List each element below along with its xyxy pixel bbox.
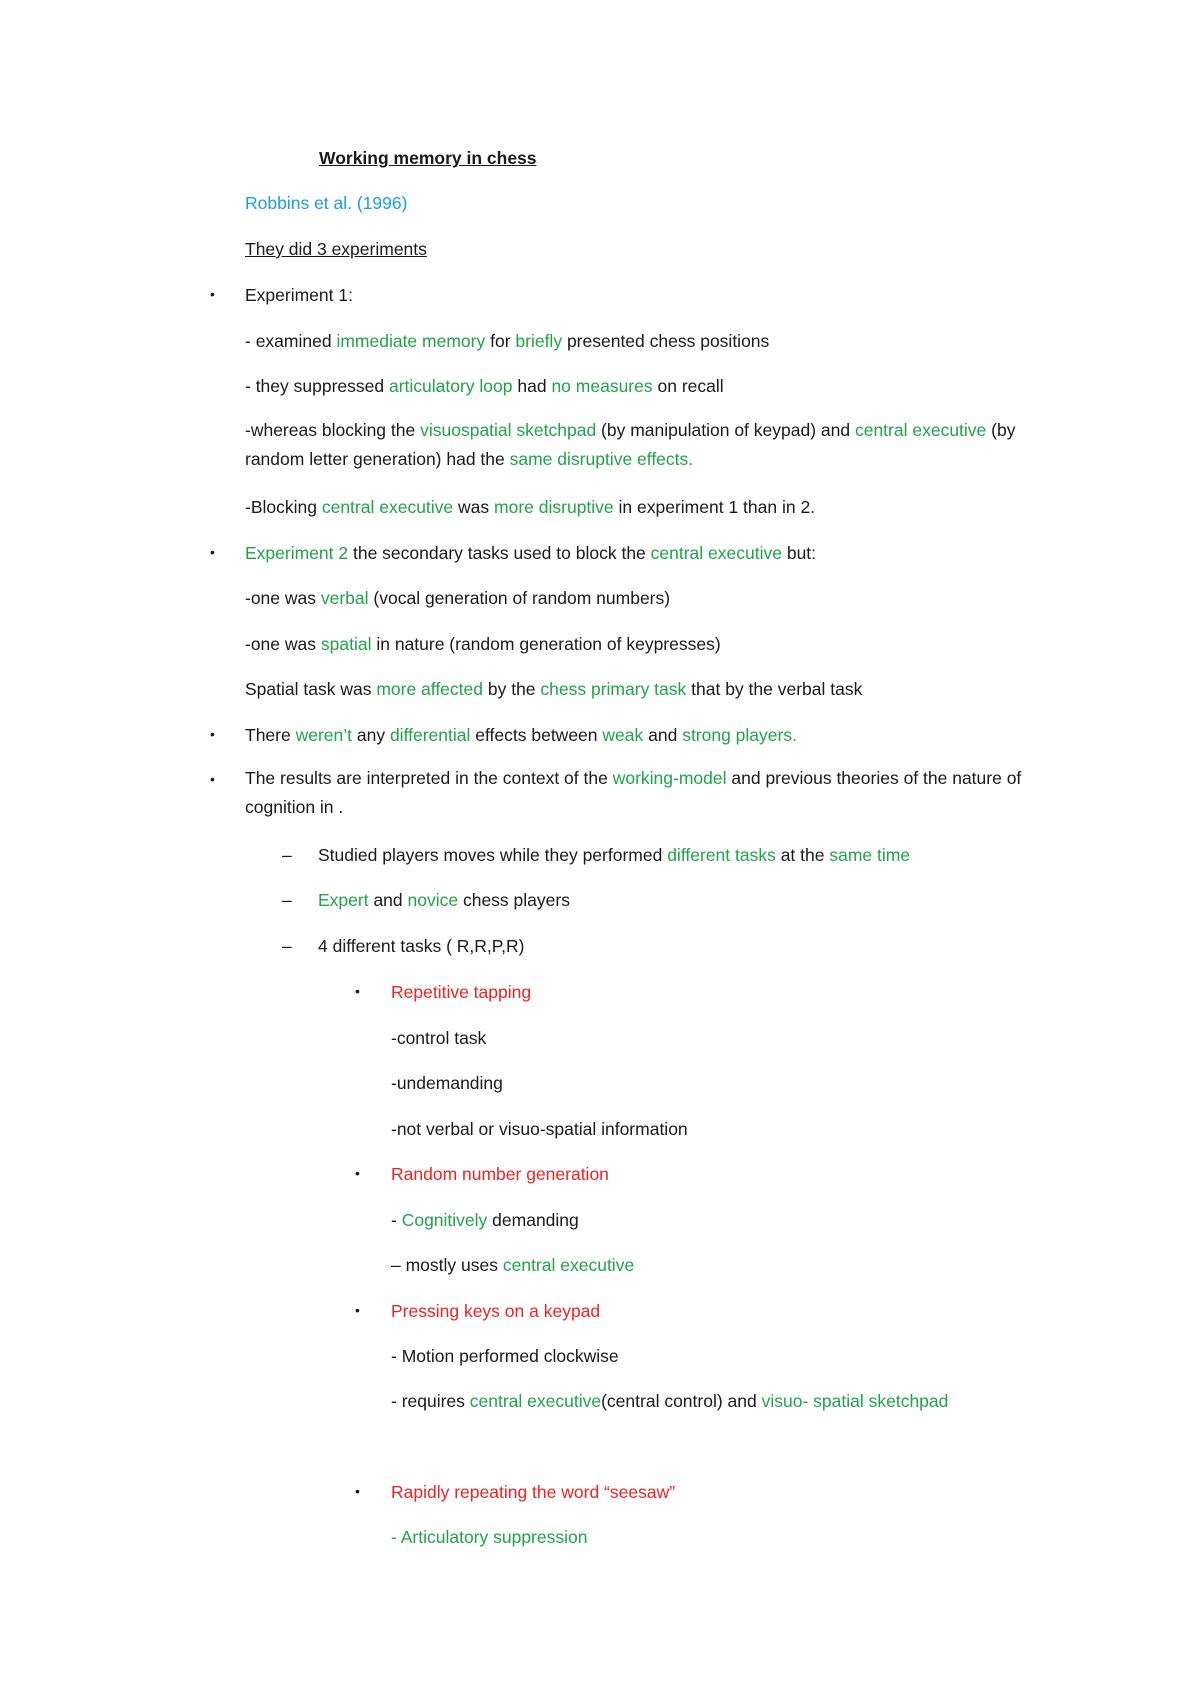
highlight-term: visuo- spatial sketchpad [761,1391,949,1411]
task-pressing-keys: Pressing keys on a keypad [391,1301,601,1321]
highlight-term: central executive [469,1391,602,1411]
text-segment: -Blocking [245,497,322,517]
text-segment: - requires [391,1391,470,1411]
highlight-term: Expert [318,890,369,910]
bullet-marker: • [355,1302,360,1318]
highlight-term: Cognitively [401,1210,488,1230]
dash-marker: – [282,845,292,865]
bullet-marker: • [355,983,360,999]
expert-novice-line [318,888,570,912]
highlight-term: weak [602,725,644,745]
text-segment: by the [483,679,541,699]
task-repetitive-tapping: Repetitive tapping [391,982,532,1002]
highlight-term: central executive [502,1255,635,1275]
highlight-term: novice [407,890,459,910]
text-segment: (by random letter generation) had the [245,420,1016,469]
exp2-line-2 [245,632,721,656]
highlight-term: immediate memory [336,331,486,351]
highlight-term: working-model [612,768,727,788]
highlight-term: same time [829,845,911,865]
bullet-marker: • [355,1165,360,1181]
highlight-term: chess primary task [540,679,687,699]
highlight-term: more affected [376,679,483,699]
text-segment: in experiment 1 than in 2. [613,497,816,517]
exp1-line-4 [245,495,815,519]
text-segment: at the [775,845,830,865]
text-segment: on recall [652,376,724,396]
experiment-1-heading [245,283,353,307]
text-segment: and [643,725,683,745]
text-segment: -one was [245,588,321,608]
task-detail: -control task [391,1028,487,1048]
text-segment: - [391,1210,402,1230]
exp2-line-1 [245,586,670,610]
experiment-2-heading [245,541,816,565]
four-tasks-line [318,934,525,958]
results-line [245,764,1025,822]
text-segment: -whereas blocking the [245,420,421,440]
bullet-marker: • [210,544,215,560]
text-segment: - examined [245,331,337,351]
citation: Robbins et al. (1996) [245,193,408,213]
text-segment: - they suppressed [245,376,389,396]
text-segment: There [245,725,296,745]
exp1-line-3 [245,416,1025,474]
task-detail: -not verbal or visuo-spatial information [391,1119,688,1139]
text-segment: that by the verbal task [686,679,863,699]
highlight-term: same disruptive effects. [509,449,694,469]
dash-marker: – [282,936,292,956]
text-segment: demanding [487,1210,579,1230]
task-detail: -undemanding [391,1073,503,1093]
highlight-term: articulatory loop [388,376,513,396]
text-segment: Experiment 1: [245,285,353,305]
task-detail: - Motion performed clockwise [391,1346,619,1366]
highlight-term: central executive [321,497,454,517]
task-random-number-generation: Random number generation [391,1164,609,1184]
bullet-marker: • [210,771,215,787]
task-repeating-seesaw: Rapidly repeating the word “seesaw” [391,1482,676,1502]
text-segment: (central control) and [601,1391,762,1411]
bullet-marker: • [355,1483,360,1499]
text-segment: Studied players moves while they performed [318,845,668,865]
text-segment: The results are interpreted in the context of the [245,768,613,788]
text-segment: for [485,331,516,351]
text-segment: presented chess positions [562,331,770,351]
text-segment: Spatial task was [245,679,377,699]
task-detail [391,1387,991,1416]
title-text: Working memory in chess [319,148,537,168]
text-segment: 4 different tasks ( R,R,P,R) [318,936,525,956]
studied-players-line [318,843,910,867]
bullet-marker: • [210,286,215,302]
exp1-line-1 [245,329,769,353]
highlight-term: briefly [515,331,563,351]
highlight-term: spatial [320,634,372,654]
text-segment: (by manipulation of keypad) and [596,420,855,440]
highlight-term: weren’t [295,725,352,745]
highlight-term: verbal [320,588,369,608]
task-detail [391,1208,579,1232]
task-detail: - Articulatory suppression [391,1527,588,1547]
text-segment: -one was [245,634,321,654]
highlight-term: central executive [650,543,782,563]
exp1-line-2 [245,374,724,398]
highlight-term: central executive [854,420,987,440]
highlight-term: visuospatial sketchpad [420,420,597,440]
text-segment: (vocal generation of random numbers) [368,588,671,608]
highlight-term: differential [389,725,471,745]
text-segment: but: [781,543,817,563]
bullet-marker: • [210,726,215,742]
text-segment: and [368,890,408,910]
differential-effects-line [245,723,797,747]
dash-marker: – [282,890,292,910]
text-segment: effects between [470,725,603,745]
text-segment: the secondary tasks used to block the [348,543,651,563]
text-segment: chess players [458,890,570,910]
text-segment: – mostly uses [391,1255,503,1275]
text-segment: any [352,725,390,745]
highlight-term: different tasks [667,845,776,865]
text-segment: was [453,497,495,517]
text-segment: had [512,376,552,396]
task-detail [391,1253,634,1277]
text-segment: and previous theories of the nature of cognition in . [245,768,1022,817]
text-segment: in nature (random generation of keypresses) [371,634,721,654]
highlight-term: strong players. [682,725,797,745]
exp2-line-3 [245,677,862,701]
highlight-term: no measures [551,376,653,396]
page-title [319,146,657,170]
highlight-term: Experiment 2 [245,543,349,563]
intro-heading: They did 3 experiments [245,239,427,259]
highlight-term: more disruptive [494,497,614,517]
